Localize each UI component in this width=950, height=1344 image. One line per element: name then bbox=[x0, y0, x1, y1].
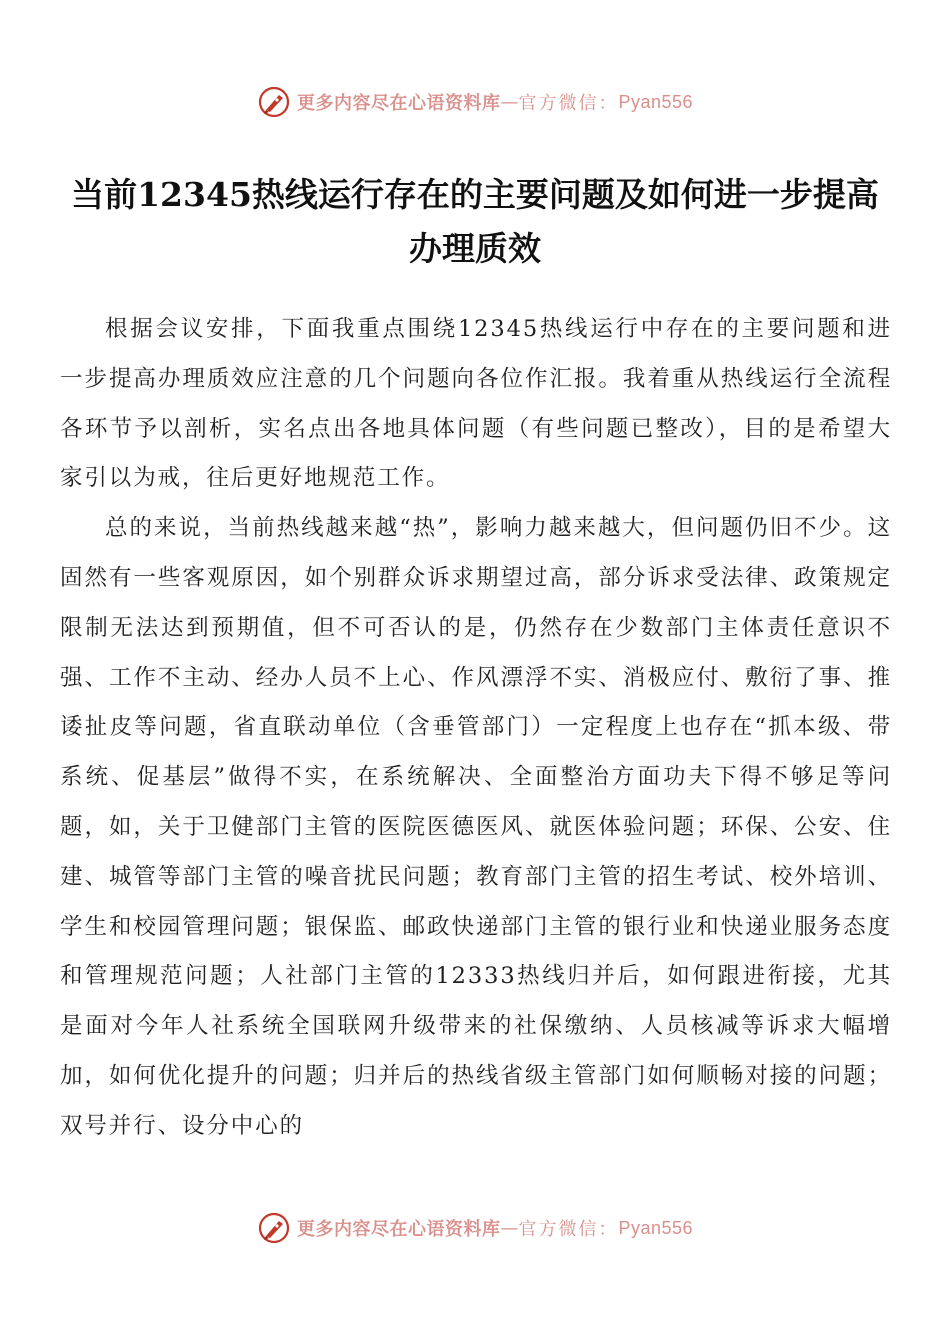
paragraph-2: 总的来说，当前热线越来越“热”，影响力越来越大，但问题仍旧不少。这固然有一些客观原因，如个别群众诉求期望过高，部分诉求受法律、政策规定限制无法达到预期值，但不可否认的是，仍然存在少数部门主体责任意识不强、工作不主动、经办人员不上心、作风漂浮不实、消极应付、敷衍了事、推诿扯皮等问题，省直联动单位（含垂管部门）一定程度上也存在“抓本级、带系统、促基层”做得不实，在系统解决、全面整治方面功夫下得不够足等问题，如，关于卫健部门主管的医院医德医风、就医体验问题；环保、公安、住建、城管等部门主管的噪音扰民问题；教育部门主管的招生考试、校外培训、学生和校园管理问题；银保监、邮政快递部门主管的银行业和快递业服务态度和管理规范问题；人社部门主管的12333热线归并后，如何跟进衔接，尤其是面对今年人社系统全国联网升级带来的社保缴纳、人员核减等诉求大幅增加，如何优化提升的问题；归并后的热线省级主管部门如何顺畅对接的问题；双号并行、设分中心的 bbox=[60, 515, 892, 1139]
pen-nib-circle-icon bbox=[257, 85, 291, 119]
document-body bbox=[60, 305, 892, 1152]
document-title: 当前12345热线运行存在的主要问题及如何进一步提高办理质效 bbox=[71, 175, 879, 268]
header-banner bbox=[0, 82, 950, 122]
banner-main-text: 更多内容尽在心语资料库 bbox=[296, 93, 501, 114]
banner-separator: — bbox=[500, 91, 519, 113]
banner-separator: — bbox=[500, 1217, 519, 1239]
paragraph-1: 根据会议安排，下面我重点围绕12345热线运行中存在的主要问题和进一步提高办理质效应注意的几个问题向各位作汇报。我着重从热线运行全流程各环节予以剖析，实名点出各地具体问题（有些问题已整改），目的是希望大家引以为戒，往后更好地规范工作。 bbox=[60, 316, 892, 492]
banner-wechat-label: 官方微信： bbox=[518, 93, 619, 114]
pen-nib-circle-icon bbox=[257, 1211, 291, 1245]
footer-banner bbox=[0, 1208, 950, 1248]
banner-wechat-label: 官方微信： bbox=[518, 1219, 619, 1240]
banner-main-text: 更多内容尽在心语资料库 bbox=[296, 1219, 501, 1240]
banner-wechat-id: Pyan556 bbox=[618, 91, 694, 112]
banner-wechat-id: Pyan556 bbox=[618, 1217, 694, 1238]
